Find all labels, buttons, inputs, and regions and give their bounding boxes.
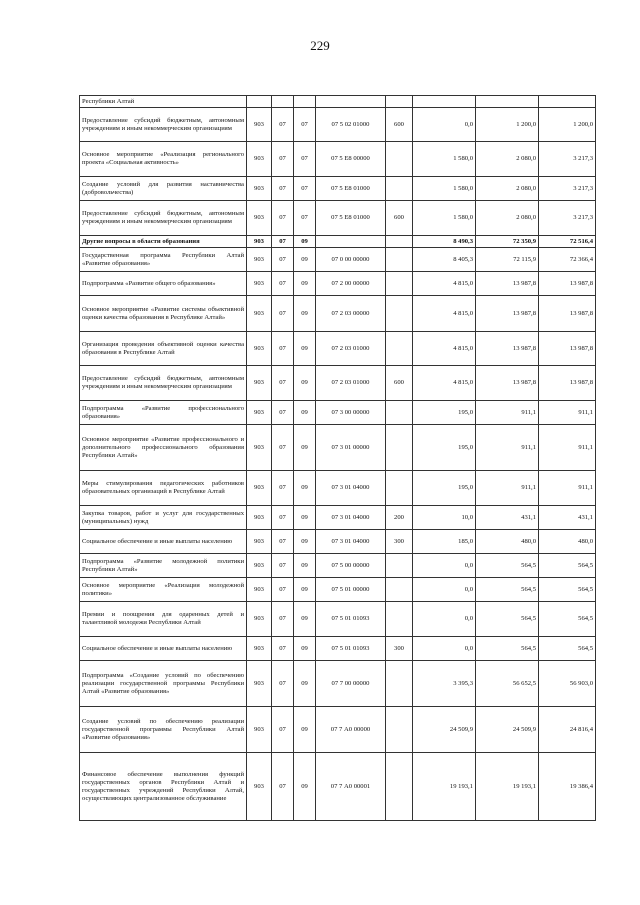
- section-code: 07: [272, 236, 294, 248]
- target-article-code: 07 5 E8 01000: [316, 201, 386, 236]
- expense-type-code: [386, 142, 413, 177]
- ministry-code: 903: [247, 366, 272, 401]
- subsection-code: 07: [294, 108, 316, 142]
- ministry-code: 903: [247, 248, 272, 272]
- amount-year-2: 564,5: [476, 602, 539, 637]
- ministry-code: 903: [247, 707, 272, 753]
- target-article-code: 07 7 00 00000: [316, 661, 386, 707]
- table-row: [80, 530, 596, 554]
- expense-type-code: 300: [386, 637, 413, 661]
- row-name: Создание условий для развития наставничества (добровольчества): [80, 177, 247, 201]
- amount-year-3: 72 366,4: [539, 248, 596, 272]
- amount-year-2: 13 987,8: [476, 332, 539, 366]
- table-row: [80, 201, 596, 236]
- table-row: [80, 96, 596, 108]
- table-row: [80, 248, 596, 272]
- subsection-code: 09: [294, 661, 316, 707]
- target-article-code: 07 3 01 04000: [316, 471, 386, 506]
- amount-year-1: 4 815,0: [413, 272, 476, 296]
- subsection-code: 09: [294, 637, 316, 661]
- amount-year-2: 911,1: [476, 425, 539, 471]
- section-code: 07: [272, 637, 294, 661]
- expense-type-code: [386, 236, 413, 248]
- amount-year-3: 564,5: [539, 554, 596, 578]
- target-article-code: [316, 96, 386, 108]
- table-row: [80, 236, 596, 248]
- amount-year-3: 480,0: [539, 530, 596, 554]
- row-name: Подпрограмма «Развитие профессионального образования»: [80, 401, 247, 425]
- subsection-code: 09: [294, 236, 316, 248]
- table-row: [80, 707, 596, 753]
- section-code: 07: [272, 530, 294, 554]
- row-name: Основное мероприятие «Реализация регионального проекта «Социальная активность»: [80, 142, 247, 177]
- subsection-code: 09: [294, 272, 316, 296]
- amount-year-2: 13 987,8: [476, 366, 539, 401]
- row-name: Предоставление субсидий бюджетным, автономным учреждениям и иным некоммерческим организациям: [80, 201, 247, 236]
- amount-year-2: 911,1: [476, 401, 539, 425]
- amount-year-1: 195,0: [413, 401, 476, 425]
- ministry-code: 903: [247, 425, 272, 471]
- subsection-code: 09: [294, 401, 316, 425]
- target-article-code: 07 5 01 00000: [316, 578, 386, 602]
- target-article-code: 07 2 03 01000: [316, 366, 386, 401]
- target-article-code: [316, 236, 386, 248]
- row-name: Предоставление субсидий бюджетным, автономным учреждениям и иным некоммерческим организациям: [80, 366, 247, 401]
- row-name: Премии и поощрения для одаренных детей и талантливой молодежи Республики Алтай: [80, 602, 247, 637]
- amount-year-1: [413, 96, 476, 108]
- section-code: [272, 96, 294, 108]
- row-name: Основное мероприятие «Реализация молодежной политики»: [80, 578, 247, 602]
- amount-year-2: 13 987,8: [476, 272, 539, 296]
- ministry-code: 903: [247, 753, 272, 821]
- target-article-code: 07 2 03 00000: [316, 296, 386, 332]
- row-name: Подпрограмма «Создание условий по обеспечению реализации государственной программы Республики Алтай «Развитие образования»: [80, 661, 247, 707]
- table-row: [80, 142, 596, 177]
- target-article-code: 07 7 А0 00000: [316, 707, 386, 753]
- amount-year-2: 19 193,1: [476, 753, 539, 821]
- row-name: Социальное обеспечение и иные выплаты населению: [80, 637, 247, 661]
- amount-year-1: 1 580,0: [413, 142, 476, 177]
- ministry-code: 903: [247, 530, 272, 554]
- amount-year-2: 480,0: [476, 530, 539, 554]
- table-row: [80, 332, 596, 366]
- amount-year-1: 195,0: [413, 425, 476, 471]
- subsection-code: 09: [294, 471, 316, 506]
- expense-type-code: [386, 425, 413, 471]
- amount-year-3: 911,1: [539, 401, 596, 425]
- target-article-code: 07 7 А0 00001: [316, 753, 386, 821]
- expense-type-code: [386, 554, 413, 578]
- expense-type-code: 600: [386, 366, 413, 401]
- amount-year-3: 13 987,8: [539, 296, 596, 332]
- target-article-code: 07 5 00 00000: [316, 554, 386, 578]
- table-row: [80, 296, 596, 332]
- ministry-code: 903: [247, 554, 272, 578]
- table-row: [80, 661, 596, 707]
- table-row: [80, 506, 596, 530]
- target-article-code: 07 5 02 01000: [316, 108, 386, 142]
- expense-type-code: [386, 177, 413, 201]
- amount-year-3: 3 217,3: [539, 177, 596, 201]
- subsection-code: 09: [294, 248, 316, 272]
- amount-year-1: 0,0: [413, 637, 476, 661]
- amount-year-3: 13 987,8: [539, 366, 596, 401]
- target-article-code: 07 3 01 04000: [316, 506, 386, 530]
- expense-type-code: [386, 332, 413, 366]
- row-name: Республики Алтай: [80, 96, 247, 108]
- amount-year-2: 911,1: [476, 471, 539, 506]
- ministry-code: 903: [247, 578, 272, 602]
- section-code: 07: [272, 248, 294, 272]
- section-code: 07: [272, 332, 294, 366]
- section-code: 07: [272, 425, 294, 471]
- amount-year-3: 911,1: [539, 471, 596, 506]
- subsection-code: 07: [294, 177, 316, 201]
- amount-year-3: 431,1: [539, 506, 596, 530]
- expense-type-code: [386, 296, 413, 332]
- amount-year-2: 431,1: [476, 506, 539, 530]
- section-code: 07: [272, 296, 294, 332]
- row-name: Подпрограмма «Развитие молодежной политики Республики Алтай»: [80, 554, 247, 578]
- subsection-code: 07: [294, 142, 316, 177]
- amount-year-1: 10,0: [413, 506, 476, 530]
- amount-year-3: 564,5: [539, 637, 596, 661]
- ministry-code: 903: [247, 332, 272, 366]
- table-row: [80, 637, 596, 661]
- row-name: Закупка товаров, работ и услуг для государственных (муниципальных) нужд: [80, 506, 247, 530]
- target-article-code: 07 5 01 01093: [316, 602, 386, 637]
- amount-year-2: 2 080,0: [476, 177, 539, 201]
- amount-year-2: [476, 96, 539, 108]
- ministry-code: 903: [247, 236, 272, 248]
- subsection-code: 09: [294, 332, 316, 366]
- amount-year-1: 0,0: [413, 602, 476, 637]
- ministry-code: 903: [247, 602, 272, 637]
- target-article-code: 07 0 00 00000: [316, 248, 386, 272]
- section-code: 07: [272, 201, 294, 236]
- expense-type-code: [386, 661, 413, 707]
- amount-year-3: 1 200,0: [539, 108, 596, 142]
- expense-type-code: 600: [386, 108, 413, 142]
- subsection-code: 09: [294, 530, 316, 554]
- amount-year-1: 4 815,0: [413, 366, 476, 401]
- expense-type-code: [386, 248, 413, 272]
- target-article-code: 07 2 00 00000: [316, 272, 386, 296]
- amount-year-3: 564,5: [539, 602, 596, 637]
- section-code: 07: [272, 578, 294, 602]
- section-code: 07: [272, 142, 294, 177]
- amount-year-2: 13 987,8: [476, 296, 539, 332]
- expense-type-code: [386, 602, 413, 637]
- table-row: [80, 401, 596, 425]
- amount-year-3: 24 816,4: [539, 707, 596, 753]
- target-article-code: 07 5 01 01093: [316, 637, 386, 661]
- row-name: Основное мероприятие «Развитие системы объективной оценки качества образования в Республике Алтай»: [80, 296, 247, 332]
- amount-year-2: 2 080,0: [476, 142, 539, 177]
- table-row: [80, 366, 596, 401]
- amount-year-1: 1 580,0: [413, 177, 476, 201]
- amount-year-1: 4 815,0: [413, 332, 476, 366]
- amount-year-2: 24 509,9: [476, 707, 539, 753]
- amount-year-2: 564,5: [476, 554, 539, 578]
- table-row: [80, 753, 596, 821]
- amount-year-2: 72 350,9: [476, 236, 539, 248]
- target-article-code: 07 3 00 00000: [316, 401, 386, 425]
- table-row: [80, 177, 596, 201]
- amount-year-1: 0,0: [413, 108, 476, 142]
- budget-table: [79, 95, 596, 821]
- target-article-code: 07 5 E8 01000: [316, 177, 386, 201]
- section-code: 07: [272, 661, 294, 707]
- ministry-code: 903: [247, 108, 272, 142]
- row-name: Организация проведения объективной оценки качества образования в Республике Алтай: [80, 332, 247, 366]
- amount-year-2: 564,5: [476, 637, 539, 661]
- amount-year-3: 13 987,8: [539, 332, 596, 366]
- ministry-code: 903: [247, 471, 272, 506]
- amount-year-3: 13 987,8: [539, 272, 596, 296]
- row-name: Финансовое обеспечение выполнения функций государственных органов Республики Алтай и государственных учреждений Республики Алтай, осуществляющих централизованное обслуживание: [80, 753, 247, 821]
- amount-year-2: 2 080,0: [476, 201, 539, 236]
- ministry-code: [247, 96, 272, 108]
- expense-type-code: [386, 272, 413, 296]
- table-row: [80, 425, 596, 471]
- target-article-code: 07 3 01 00000: [316, 425, 386, 471]
- amount-year-1: 4 815,0: [413, 296, 476, 332]
- section-code: 07: [272, 401, 294, 425]
- amount-year-2: 1 200,0: [476, 108, 539, 142]
- expense-type-code: 200: [386, 506, 413, 530]
- section-code: 07: [272, 554, 294, 578]
- ministry-code: 903: [247, 201, 272, 236]
- row-name: Создание условий по обеспечению реализации государственной программы Республики Алтай «Развитие образования»: [80, 707, 247, 753]
- table-row: [80, 554, 596, 578]
- expense-type-code: 600: [386, 201, 413, 236]
- section-code: 07: [272, 108, 294, 142]
- subsection-code: 09: [294, 578, 316, 602]
- table-row: [80, 108, 596, 142]
- target-article-code: 07 2 03 01000: [316, 332, 386, 366]
- ministry-code: 903: [247, 177, 272, 201]
- amount-year-3: 19 386,4: [539, 753, 596, 821]
- amount-year-3: 564,5: [539, 578, 596, 602]
- section-code: 07: [272, 177, 294, 201]
- subsection-code: 09: [294, 366, 316, 401]
- amount-year-1: 8 490,3: [413, 236, 476, 248]
- amount-year-1: 185,0: [413, 530, 476, 554]
- ministry-code: 903: [247, 142, 272, 177]
- section-code: 07: [272, 602, 294, 637]
- row-name: Основное мероприятие «Развитие профессионального и дополнительного профессионального образования Республики Алтай»: [80, 425, 247, 471]
- row-name: Предоставление субсидий бюджетным, автономным учреждениям и иным некоммерческим организациям: [80, 108, 247, 142]
- subsection-code: 09: [294, 753, 316, 821]
- amount-year-3: 911,1: [539, 425, 596, 471]
- row-name: Меры стимулирования педагогических работников образовательных организаций в Республике Алтай: [80, 471, 247, 506]
- amount-year-3: [539, 96, 596, 108]
- expense-type-code: [386, 401, 413, 425]
- subsection-code: 09: [294, 554, 316, 578]
- expense-type-code: [386, 578, 413, 602]
- subsection-code: 07: [294, 201, 316, 236]
- table-row: [80, 471, 596, 506]
- amount-year-1: 0,0: [413, 578, 476, 602]
- amount-year-2: 564,5: [476, 578, 539, 602]
- expense-type-code: [386, 471, 413, 506]
- amount-year-1: 195,0: [413, 471, 476, 506]
- ministry-code: 903: [247, 296, 272, 332]
- expense-type-code: [386, 753, 413, 821]
- row-name: Подпрограмма «Развитие общего образования»: [80, 272, 247, 296]
- target-article-code: 07 3 01 04000: [316, 530, 386, 554]
- page-number: 229: [310, 38, 330, 53]
- section-code: 07: [272, 707, 294, 753]
- amount-year-2: 72 115,9: [476, 248, 539, 272]
- amount-year-1: 1 580,0: [413, 201, 476, 236]
- section-code: 07: [272, 753, 294, 821]
- row-name: Государственная программа Республики Алтай «Развитие образования»: [80, 248, 247, 272]
- subsection-code: [294, 96, 316, 108]
- ministry-code: 903: [247, 272, 272, 296]
- amount-year-3: 3 217,3: [539, 201, 596, 236]
- section-code: 07: [272, 366, 294, 401]
- amount-year-1: 3 395,3: [413, 661, 476, 707]
- section-code: 07: [272, 471, 294, 506]
- amount-year-1: 19 193,1: [413, 753, 476, 821]
- target-article-code: 07 5 E8 00000: [316, 142, 386, 177]
- expense-type-code: 300: [386, 530, 413, 554]
- expense-type-code: [386, 707, 413, 753]
- section-code: 07: [272, 272, 294, 296]
- subsection-code: 09: [294, 602, 316, 637]
- subsection-code: 09: [294, 707, 316, 753]
- amount-year-3: 3 217,3: [539, 142, 596, 177]
- row-name: Другие вопросы в области образования: [80, 236, 247, 248]
- subsection-code: 09: [294, 506, 316, 530]
- amount-year-2: 56 652,5: [476, 661, 539, 707]
- amount-year-3: 72 516,4: [539, 236, 596, 248]
- table-row: [80, 272, 596, 296]
- subsection-code: 09: [294, 425, 316, 471]
- ministry-code: 903: [247, 661, 272, 707]
- amount-year-1: 8 405,3: [413, 248, 476, 272]
- table-row: [80, 578, 596, 602]
- amount-year-1: 0,0: [413, 554, 476, 578]
- row-name: Социальное обеспечение и иные выплаты населению: [80, 530, 247, 554]
- ministry-code: 903: [247, 401, 272, 425]
- section-code: 07: [272, 506, 294, 530]
- expense-type-code: [386, 96, 413, 108]
- table-row: [80, 602, 596, 637]
- ministry-code: 903: [247, 506, 272, 530]
- subsection-code: 09: [294, 296, 316, 332]
- amount-year-1: 24 509,9: [413, 707, 476, 753]
- amount-year-3: 56 903,0: [539, 661, 596, 707]
- ministry-code: 903: [247, 637, 272, 661]
